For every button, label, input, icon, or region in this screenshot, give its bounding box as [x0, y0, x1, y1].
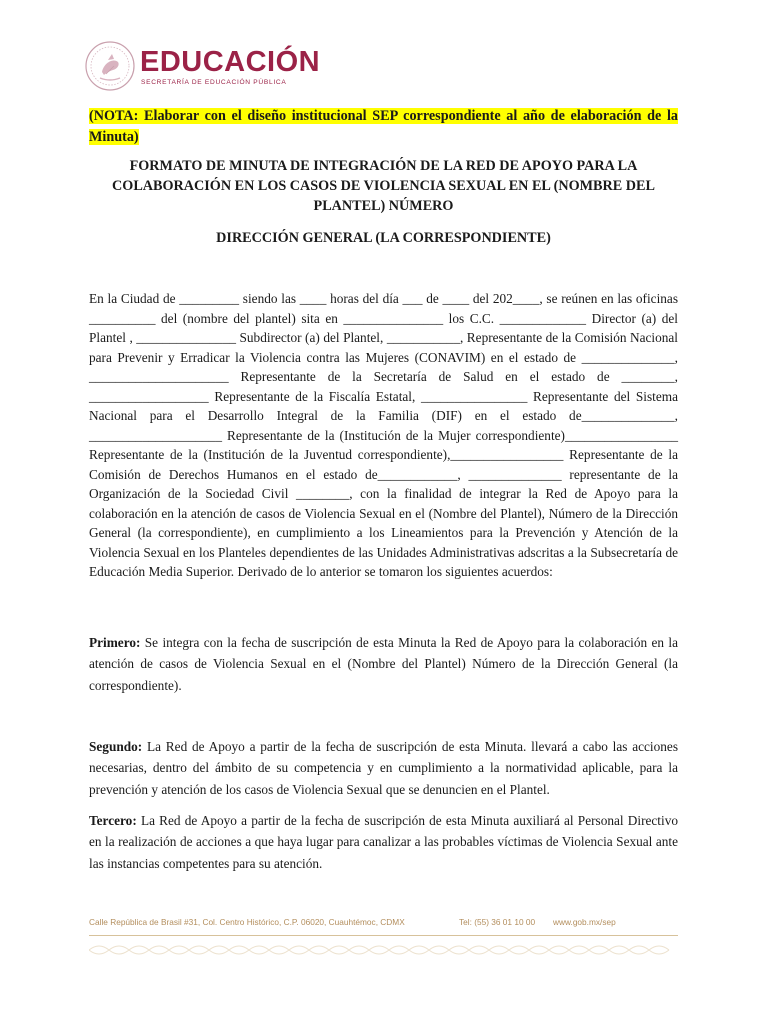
document-subtitle: DIRECCIÓN GENERAL (LA CORRESPONDIENTE): [216, 230, 551, 246]
agreement-first: [89, 632, 678, 696]
footer-divider: [89, 935, 678, 936]
brand-subtitle: SECRETARÍA DE EDUCACIÓN PÚBLICA: [141, 79, 287, 86]
agreement-second: [89, 736, 678, 800]
highlighted-note: (NOTA: Elaborar con el diseño institucional SEP correspondiente al año de elaboración de la Minuta): [89, 108, 678, 145]
agreement-text: La Red de Apoyo a partir de la fecha de suscripción de esta Minuta auxiliará al Personal Directivo en la realización de acciones a que haya lugar para canalizar a las probables víctimas de Violencia Sexual ante las instancias competentes para su atención.: [89, 813, 678, 871]
footer-address: Calle República de Brasil #31, Col. Centro Histórico, C.P. 06020, Cuauhtémoc, CDMX: [89, 917, 405, 927]
mexico-coat-of-arms-icon: [84, 40, 136, 92]
agreement-label: Primero:: [89, 635, 141, 650]
sep-logo: [84, 40, 324, 92]
agreement-text: Se integra con la fecha de suscripción de esta Minuta la Red de Apoyo para la colaboración en la atención de casos de Violencia Sexual en el (Nombre del Plantel) Número de la Dirección General (la correspondiente).: [89, 635, 678, 693]
agreement-text: La Red de Apoyo a partir de la fecha de suscripción de esta Minuta. llevará a cabo las acciones necesarias, dentro del ámbito de su competencia y en cumplimiento a la normatividad aplicable, para la prevención y atención de los casos de Violencia Sexual que se denuncien en el Plantel.: [89, 739, 678, 797]
footer-website[interactable]: www.gob.mx/sep: [553, 917, 616, 927]
footer-ornament-icon: [89, 942, 678, 958]
note-paragraph: [89, 106, 678, 148]
agreement-label: Tercero:: [89, 813, 137, 828]
agreement-label: Segundo:: [89, 739, 143, 754]
intro-paragraph: En la Ciudad de _________ siendo las ____ horas del día ___ de ____ del 202____, se reúnen en las oficinas __________ del (nombre del plantel) sita en _______________ los C.C. _____________ Director (a) del Plantel , _______________ Subdirector (a) del Plantel, ___________, Representante de la Comisión Nacional para Prevenir y Erradicar la Violencia contra las Mujeres (CONAVIM) en el estado de ______________, _____________________ Representante de la Secretaría de Salud en el estado de ________, __________________ Representante de la Fiscalía Estatal, ________________ Representante del Sistema Nacional para el Desarrollo Integral de la Familia (DIF) en el estado de______________, ____________________ Representante de la (Institución de la Mujer correspondiente)_________________ Representante de la (Institución de la Juventud correspondiente),_________________ Representante de la Comisión de Derechos Humanos en el estado de____________, ______________ representante de la Organización de la Sociedad Civil ________, con la finalidad de integrar la Red de Apoyo para la colaboración en la atención de casos de Violencia Sexual en el (Nombre del Plantel), Número de la Dirección General (la correspondiente), en cumplimiento a los Lineamientos para la Prevención y Atención de la Violencia Sexual en los Planteles dependientes de las Unidades Administrativas adscritas a la Subsecretaría de Educación Media Superior. Derivado de lo anterior se tomaron los siguientes acuerdos:: [89, 291, 678, 579]
brand-name: EDUCACIÓN: [140, 46, 321, 78]
document-title: FORMATO DE MINUTA DE INTEGRACIÓN DE LA RED DE APOYO PARA LA COLABORACIÓN EN LOS CASOS DE VIOLENCIA SEXUAL EN EL (NOMBRE DEL PLANTEL) NÚMERO: [112, 158, 655, 214]
agreement-third: [89, 810, 678, 874]
footer-phone: Tel: (55) 36 01 10 00: [459, 917, 536, 927]
